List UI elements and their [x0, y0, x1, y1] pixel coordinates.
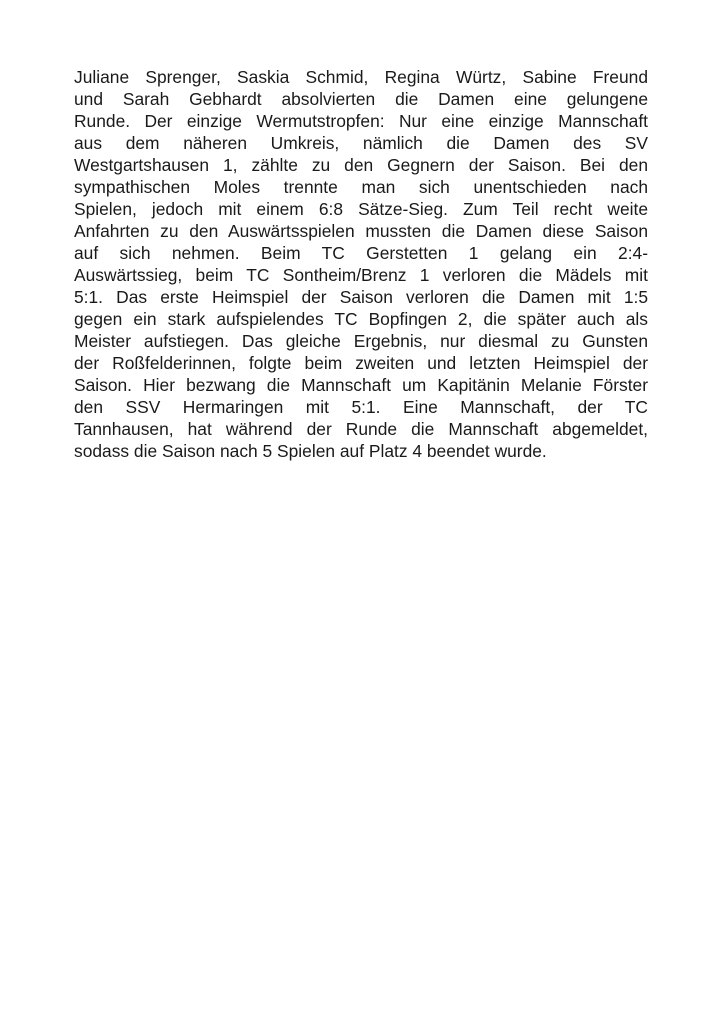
paragraph-line: Runde. Der einzige Wermutstropfen: Nur eine einzige Mannschaft	[74, 111, 648, 131]
paragraph-line: sympathischen Moles trennte man sich unentschieden nach	[74, 177, 648, 197]
paragraph-line: Anfahrten zu den Auswärtsspielen mussten die Damen diese Saison	[74, 221, 648, 241]
paragraph-line: Westgartshausen 1, zählte zu den Gegnern der Saison. Bei den	[74, 155, 648, 175]
body-paragraph	[74, 66, 648, 462]
paragraph-line: Meister aufstiegen. Das gleiche Ergebnis, nur diesmal zu Gunsten	[74, 331, 648, 351]
paragraph-line: Auswärtssieg, beim TC Sontheim/Brenz 1 verloren die Mädels mit	[74, 265, 648, 285]
paragraph-line: Spielen, jedoch mit einem 6:8 Sätze-Sieg. Zum Teil recht weite	[74, 199, 648, 219]
paragraph-line: gegen ein stark aufspielendes TC Bopfingen 2, die später auch als	[74, 309, 648, 329]
paragraph-line: Saison. Hier bezwang die Mannschaft um Kapitänin Melanie Förster	[74, 375, 648, 395]
paragraph-line: der Roßfelderinnen, folgte beim zweiten und letzten Heimspiel der	[74, 353, 648, 373]
paragraph-line: Tannhausen, hat während der Runde die Mannschaft abgemeldet,	[74, 419, 648, 439]
paragraph-line: den SSV Hermaringen mit 5:1. Eine Mannschaft, der TC	[74, 397, 648, 417]
paragraph-line: auf sich nehmen. Beim TC Gerstetten 1 gelang ein 2:4-	[74, 243, 648, 263]
paragraph-line: aus dem näheren Umkreis, nämlich die Damen des SV	[74, 133, 648, 153]
paragraph-line: 5:1. Das erste Heimspiel der Saison verloren die Damen mit 1:5	[74, 287, 648, 307]
paragraph-line: sodass die Saison nach 5 Spielen auf Platz 4 beendet wurde.	[74, 441, 547, 461]
paragraph-line: Juliane Sprenger, Saskia Schmid, Regina Würtz, Sabine Freund	[74, 67, 648, 87]
paragraph-line: und Sarah Gebhardt absolvierten die Damen eine gelungene	[74, 89, 648, 109]
